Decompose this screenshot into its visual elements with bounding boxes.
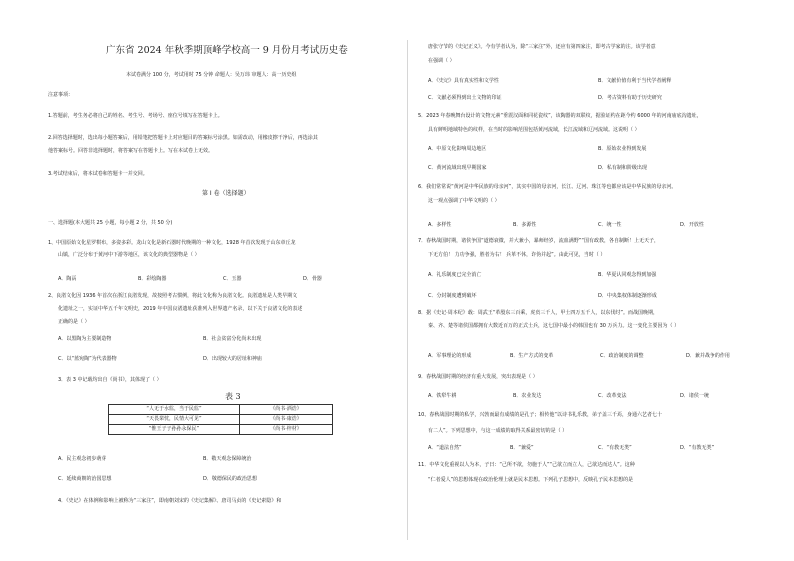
q10-stem-1: 10、春秋战国时期的私学，兴勃而最有成绩的是孔子；相传他“以诗书礼乐教，弟子盖三千焉，身通六艺者七十 (418, 412, 662, 418)
q6-stem-2: 这一观点强调了中华文明的（ ） (428, 198, 500, 204)
q10-stem-2: 有二人”。下列思想中，与这一成绩的取得关系最密切的是（ ） (428, 428, 568, 434)
q1-stem-2: 山镇，广泛分布于黄河中下游等地区，该文化的典型器物是（ ） (58, 252, 200, 258)
q2-stem-3: 正确的是（ ） (58, 319, 90, 325)
q10-option-a[interactable]: A．“道法自然” (428, 445, 462, 451)
q5-option-c[interactable]: C．黄河流域出现早期国家 (428, 165, 487, 171)
q5-option-d[interactable]: D．私有制和阶级出现 (598, 165, 647, 171)
notice-3: 3.考试结束后，将本试卷和答题卡一并交回。 (48, 171, 148, 177)
q4-option-b[interactable]: B．文献价值有利于当代学者阐释 (598, 78, 672, 84)
table-row (109, 425, 333, 435)
q4-stem-cont-1: 唐张守节的《史记正义》。今有学者认为，除“三家注”外，还应有第四家注，即考古学家的注。该学者意 (428, 44, 656, 50)
q5-option-b[interactable]: B．原始农业得到发展 (598, 146, 647, 152)
q10-option-b[interactable]: B．“兼爱” (510, 445, 534, 451)
notice-2: 2.回答选择题时，选出每小题答案后，用铅笔把答题卡上对应题目的答案标号涂黑。如需改动，用橡皮擦干净后，再选涂其 (48, 135, 318, 141)
q5-stem-1: 5．2023 年春晚舞台设计的文物元素“垂震汉面和同花瓷纹”，该陶器的双联纹，据验证约在距今约 6000 年的河南庙底沟遗址， (418, 113, 702, 119)
q6-option-b[interactable]: B．多源性 (513, 222, 537, 228)
section-intro: 一、选择题(本大题共 25 小题，每小题 2 分，共 50 分) (48, 220, 173, 226)
table-cell-quote: “天畏棐忱，民情大可见” (109, 415, 240, 425)
table-cell-source: 《尚书·康诰》 (240, 415, 333, 425)
table-caption: 表 3 (225, 392, 241, 401)
table-row (109, 405, 333, 415)
q10-option-c[interactable]: C．“有教无类” (598, 445, 632, 451)
q6-option-c[interactable]: C．统一性 (598, 222, 622, 228)
q5-option-a[interactable]: A．中原文化影响周边地区 (428, 146, 487, 152)
q4-stem: 4．《史记》在体例和影响上被称为“三家注”，即南朝刘宋的《史记集解》、唐司马贞的《史记索隐》和 (58, 498, 282, 504)
q8-option-d[interactable]: D．兼并战争的作用 (686, 353, 730, 359)
q7-option-a[interactable]: A．礼乐制度已完全消亡 (428, 272, 482, 278)
q11-stem-1: 11．中华文化重视以人为本，子曰：“己所不欲，勿施于人”“己欲立而立人，己欲达而达人”。这种 (418, 462, 635, 468)
q1-option-b[interactable]: B．彩绘陶器 (138, 276, 167, 282)
q7-option-b[interactable]: B．华夏认同观念得到加强 (598, 272, 657, 278)
q4-option-d[interactable]: D．考古资料有助于历史研究 (598, 95, 662, 101)
exam-info: 本试卷满分 100 分，考试用时 75 分钟 命题人：吴万玮 审题人：高一历史组 (126, 72, 297, 78)
q3-option-d[interactable]: D．敬德保民的政治思想 (203, 476, 257, 482)
q8-stem-1: 8．据《史记·周本纪》载：周武王“革殷东三百乘，虎贲三千人，甲士四万五千人，以东伐纣”。而战国晚期， (418, 310, 658, 316)
q4-stem-cont-2: 在强调（ ） (428, 58, 455, 64)
q4-option-c[interactable]: C．文献必须得到出土文物的印证 (428, 95, 502, 101)
q6-option-a[interactable]: A．多样性 (428, 222, 452, 228)
q2-option-a[interactable]: A．以黑陶为主要制造物 (58, 336, 112, 342)
q11-stem-2: “仁者爱人”的思想体现在政治伦理上就是民本思想。下列孔子思想中，反映孔子民本思想的是 (428, 477, 634, 483)
q5-stem-2: 具有鲜明地域特色的纹样，在当时的影响范围包括黄河流域，长江流域和辽河流域。这说明（ ） (428, 127, 640, 133)
q3-option-a[interactable]: A．民主观念初步萌芽 (58, 456, 107, 462)
q8-stem-2: 秦、齐、楚等诸侯国都拥有大数近百万的正式士兵，这七国中最小的韩国也有 30 万兵力。这一变化主要因为（ ） (428, 323, 680, 329)
q7-stem-1: 7．春秋战国时期，诸侯争国“道德衰微，并大兼小，暴师经岁，流血满野”“国有政教，各自制断！上无天子， (418, 238, 659, 244)
q2-stem-2: 化遗址之一，实证中华五千年文明史，2019 年中国良渚遗址获准列入世界遗产名录，以下关于良渚文化的表述 (58, 306, 303, 312)
q1-option-d[interactable]: D．骨器 (303, 276, 322, 282)
part-title: 第 I 卷（选择题） (202, 190, 250, 197)
quote-table (108, 404, 333, 435)
q9-stem: 9．春秋战国时期的经济有重大发展，突出表现是（ ） (418, 374, 538, 380)
q9-option-a[interactable]: A．铁犁牛耕 (428, 393, 457, 399)
notice-title: 注意事项： (48, 92, 74, 98)
q8-option-a[interactable]: A．军事理论的形成 (428, 353, 472, 359)
q6-option-d[interactable]: D．开放性 (680, 222, 704, 228)
exam-title: 广东省 2024 年秋季期顶峰学校高一 9 月份月考试历史卷 (106, 45, 348, 56)
q7-option-c[interactable]: C．分封制度遭到破坏 (428, 293, 477, 299)
q2-option-c[interactable]: C．以“蓝宛陶”为代表器物 (58, 356, 117, 362)
table-row (109, 415, 333, 425)
notice-2-cont: 他答案标号。回答非选择题时，将答案写在答题卡上。写在本试卷上无效。 (48, 148, 214, 154)
q7-stem-2: 下无方伯！ 力功争强，胜者为右！ 兵革不休，诈伪并起”。由此可见，当时（ ） (428, 252, 606, 258)
q2-option-b[interactable]: B．社会贫富分化尚未出现 (203, 336, 262, 342)
table-cell-source: 《尚书·梓材》 (240, 425, 333, 435)
column-divider (407, 40, 408, 540)
q1-option-a[interactable]: A．陶鬲 (58, 276, 77, 282)
q7-option-d[interactable]: D．中央集权体制逐渐形成 (598, 293, 657, 299)
table-cell-source: 《尚书·酒诰》 (240, 405, 333, 415)
q6-stem-1: 6．我们常常说“黄河是中华民族的母亲河”，其实中国的母亲河，长江、辽河、珠江等也都应该是中华民族的母亲河。 (418, 184, 677, 190)
q4-option-a[interactable]: A．《史记》具有真实性和文学性 (428, 78, 499, 84)
q2-stem-1: 2、良渚文化因 1936 年首次在浙江良渚发现，故按照考古惯例，将此文化称为良渚文化。良渚遗址是人类早期文 (48, 293, 298, 299)
q9-option-d[interactable]: D．诸侯一统 (680, 393, 709, 399)
q3-option-c[interactable]: C．延续商朝的治国思想 (58, 476, 112, 482)
q3-stem: 3．表 3 中记载均出自《尚书》，其体现了（ ） (58, 377, 162, 383)
q8-option-b[interactable]: B．生产方式的变革 (510, 353, 554, 359)
q8-option-c[interactable]: C．政治制度的调整 (600, 353, 644, 359)
q9-option-c[interactable]: C．改革变法 (598, 393, 627, 399)
q10-option-d[interactable]: D．“有教无类” (680, 445, 715, 451)
q9-option-b[interactable]: B．农业发达 (513, 393, 542, 399)
table-cell-quote: “惟王子子孙孙永保民” (109, 425, 240, 435)
q1-option-c[interactable]: C．玉器 (223, 276, 242, 282)
table-cell-quote: “人无于水监，当于民监” (109, 405, 240, 415)
notice-1: 1.答题前，考生务必将自己的姓名、考生号、考场号、座位号填写在答题卡上。 (48, 113, 223, 119)
q3-option-b[interactable]: B．敬天观念保障统治 (203, 456, 252, 462)
q2-option-d[interactable]: D．出现较大的居址和神庙 (203, 356, 262, 362)
q1-stem-1: 1、中国原始文化星罗棋布，多姿多彩。龙山文化是新石器时代晚期的一种文化，1928 年首次发现于山东章丘龙 (48, 240, 296, 246)
